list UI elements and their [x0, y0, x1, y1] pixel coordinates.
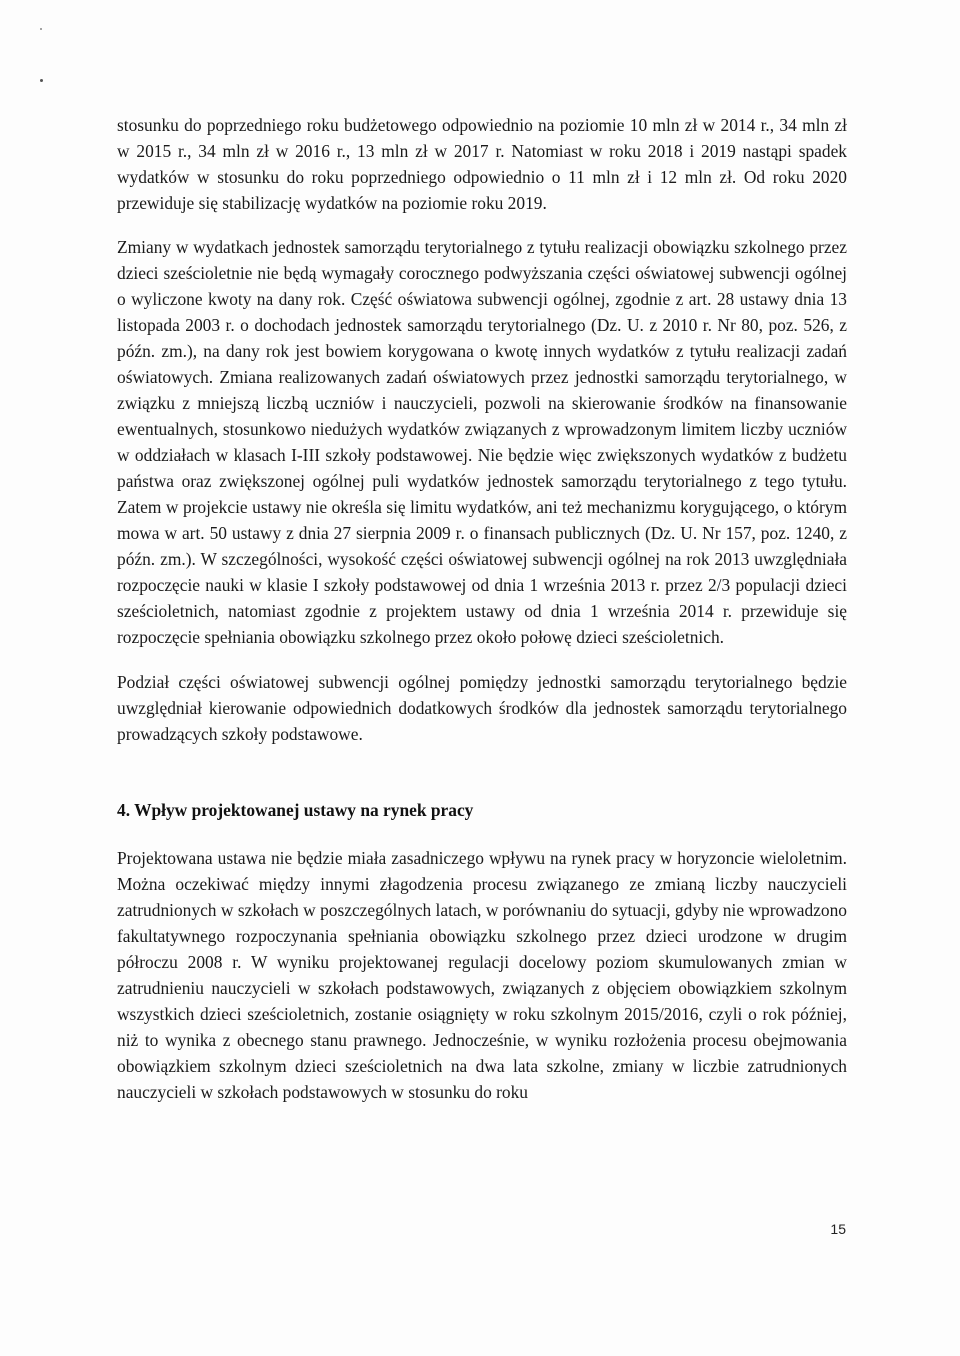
page-number: 15	[830, 1221, 846, 1237]
scan-speck	[40, 79, 43, 82]
section-heading: 4. Wpływ projektowanej ustawy na rynek pracy	[117, 800, 474, 820]
intro-paragraph: stosunku do poprzedniego roku budżetowego odpowiednio na poziomie 10 mln zł w 2014 r., 34 mln zł w 2015 r., 34 mln zł w 2016 r., 13 mln zł w 2017 r. Natomiast w roku 2018 i 2019 nastąpi spadek wydatków w stosunku do roku poprzedniego odpowiednio o 11 mln zł i 12 mln zł. Od roku 2020 przewiduje się stabilizację wydatków na poziomie roku 2019.	[117, 115, 847, 213]
scan-speck	[40, 28, 42, 30]
paragraph-education-subsidy: Zmiany w wydatkach jednostek samorządu terytorialnego z tytułu realizacji obowiązku szkolnego przez dzieci sześcioletnie nie będą wymagały corocznego podwyższania części oświatowej subwencji ogólnej o wyliczone kwoty na dany rok. Część oświatowa subwencji ogólnej, zgodnie z art. 28 ustawy dnia 13 listopada 2003 r. o dochodach jednostek samorządu terytorialnego (Dz. U. z 2010 r. Nr 80, poz. 526, z późn. zm.), na dany rok jest bowiem korygowana o kwotę innych wydatków z tytułu realizacji zadań oświatowych. Zmiana realizowanych zadań oświatowych przez jednostki samorządu terytorialnego, w związku z mniejszą liczbą uczniów i nauczycieli, pozwoli na skierowanie środków na finansowanie ewentualnych, stosunkowo niedużych wydatków związanych z wprowadzonym limitem liczby uczniów w oddziałach w klasach I-III szkoły podstawowej. Nie będzie więc zwiększonych wydatków z budżetu państwa oraz zwiększonej ogólnej puli wydatków jednostek samorządu terytorialnego z tego tytułu. Zatem w projekcie ustawy nie określa się limitu wydatków, ani też mechanizmu korygującego, o którym mowa w art. 50 ustawy z dnia 27 sierpnia 2009 r. o finansach publicznych (Dz. U. Nr 157, poz. 1240, z późn. zm.). W szczególności, wysokość części oświatowej subwencji ogólnej na rok 2013 uwzględniała rozpoczęcie nauki w klasie I szkoły podstawowej od dnia 1 września 2013 r. przez 2/3 populacji dzieci sześcioletnich, natomiast zgodnie z projektem ustawy od dnia 1 września 2014 r. przewiduje się rozpoczęcie spełniania obowiązku szkolnego przez około połowę dzieci sześcioletnich.	[117, 237, 847, 647]
paragraph-labor-market: Projektowana ustawa nie będzie miała zasadniczego wpływu na rynek pracy w horyzoncie wieloletnim. Można oczekiwać między innymi złagodzenia procesu związanego ze zmianą liczby nauczycieli zatrudnionych w szkołach w poszczególnych latach, w porównaniu do sytuacji, gdyby nie wprowadzono fakultatywnego rozpoczynania spełniania obowiązku szkolnego przez dzieci urodzone w drugim półroczu 2008 r. W wyniku projektowanej regulacji docelowy poziom skumulowanych zmian w zatrudnieniu nauczycieli w szkołach podstawowych, związanych z objęciem obowiązkiem szkolnym wszystkich dzieci sześcioletnich, zostanie osiągnięty w roku szkolnym 2015/2016, czyli o rok później, niż to wynika z obecnego stanu prawnego. Jednocześnie, w wyniku rozłożenia procesu obejmowania obowiązkiem szkolnym dzieci sześcioletnich na dwa lata szkolne, zmiany w liczbie zatrudnionych nauczycieli w szkołach podstawowych w stosunku do roku	[117, 848, 847, 1102]
document-body	[117, 112, 847, 1105]
paragraph-subsidy-allocation: Podział części oświatowej subwencji ogólnej pomiędzy jednostki samorządu terytorialnego będzie uwzględniał kierowanie odpowiednich dodatkowych środków dla jednostek samorządu terytorialnego prowadzących szkoły podstawowe.	[117, 672, 847, 744]
